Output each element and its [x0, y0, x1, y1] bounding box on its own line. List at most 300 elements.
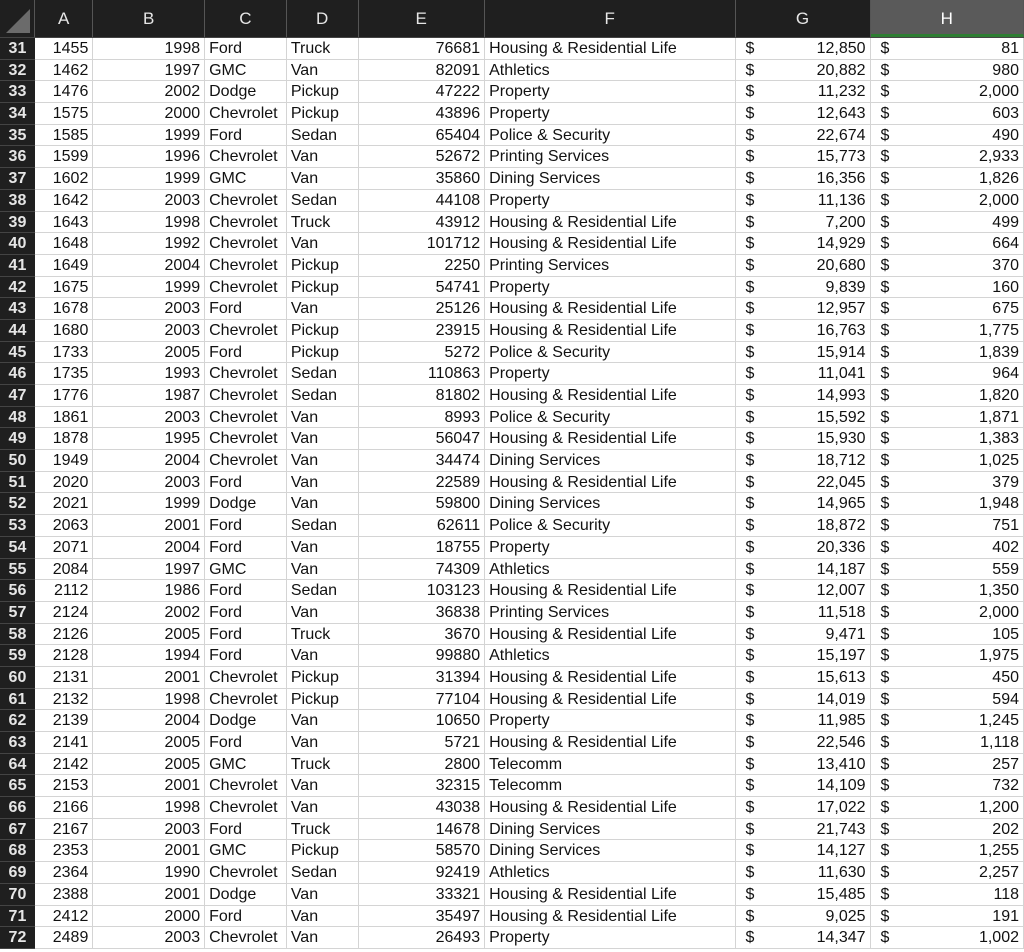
cell-a[interactable]: 2112: [35, 580, 93, 602]
row-header[interactable]: 56: [0, 580, 35, 602]
cell-h[interactable]: [871, 732, 1024, 754]
cell-b[interactable]: 1986: [93, 580, 205, 602]
cell-c[interactable]: Chevrolet: [205, 450, 287, 472]
cell-b[interactable]: 2003: [93, 298, 205, 320]
cell-b[interactable]: 1992: [93, 233, 205, 255]
cell-f[interactable]: Dining Services: [485, 493, 735, 515]
cell-h[interactable]: [871, 537, 1024, 559]
cell-g[interactable]: [736, 862, 871, 884]
cell-h[interactable]: [871, 428, 1024, 450]
cell-e[interactable]: 35860: [359, 168, 485, 190]
cell-g[interactable]: [736, 797, 871, 819]
cell-a[interactable]: 1776: [35, 385, 93, 407]
cell-g[interactable]: [736, 146, 871, 168]
cell-c[interactable]: Ford: [205, 298, 287, 320]
cell-g[interactable]: [736, 927, 871, 949]
cell-a[interactable]: 2412: [35, 906, 93, 928]
cell-f[interactable]: Printing Services: [485, 255, 735, 277]
cell-g[interactable]: [736, 559, 871, 581]
cell-g[interactable]: [736, 819, 871, 841]
cell-g[interactable]: [736, 645, 871, 667]
cell-d[interactable]: Van: [287, 927, 359, 949]
cell-f[interactable]: Housing & Residential Life: [485, 320, 735, 342]
cell-g[interactable]: [736, 298, 871, 320]
cell-b[interactable]: 2003: [93, 927, 205, 949]
column-header-a[interactable]: A: [35, 0, 93, 37]
row-header[interactable]: 61: [0, 689, 35, 711]
cell-c[interactable]: Ford: [205, 819, 287, 841]
cell-c[interactable]: Chevrolet: [205, 775, 287, 797]
cell-g[interactable]: [736, 775, 871, 797]
cell-h[interactable]: [871, 60, 1024, 82]
cell-h[interactable]: [871, 840, 1024, 862]
cell-g[interactable]: [736, 667, 871, 689]
cell-b[interactable]: 2004: [93, 710, 205, 732]
cell-e[interactable]: 56047: [359, 428, 485, 450]
cell-e[interactable]: 43038: [359, 797, 485, 819]
cell-c[interactable]: Chevrolet: [205, 363, 287, 385]
cell-e[interactable]: 43912: [359, 212, 485, 234]
cell-h[interactable]: [871, 602, 1024, 624]
cell-d[interactable]: Sedan: [287, 862, 359, 884]
cell-h[interactable]: [871, 212, 1024, 234]
cell-c[interactable]: GMC: [205, 168, 287, 190]
cell-c[interactable]: Ford: [205, 125, 287, 147]
cell-g[interactable]: [736, 125, 871, 147]
cell-g[interactable]: [736, 60, 871, 82]
cell-b[interactable]: 1993: [93, 363, 205, 385]
cell-c[interactable]: Ford: [205, 732, 287, 754]
cell-e[interactable]: 62611: [359, 515, 485, 537]
cell-c[interactable]: Chevrolet: [205, 146, 287, 168]
cell-d[interactable]: Pickup: [287, 277, 359, 299]
cell-g[interactable]: [736, 493, 871, 515]
cell-f[interactable]: Athletics: [485, 559, 735, 581]
row-header[interactable]: 71: [0, 906, 35, 928]
cell-f[interactable]: Property: [485, 927, 735, 949]
cell-a[interactable]: 1455: [35, 38, 93, 60]
cell-g[interactable]: [736, 407, 871, 429]
row-header[interactable]: 34: [0, 103, 35, 125]
cell-a[interactable]: 1733: [35, 342, 93, 364]
cell-f[interactable]: Property: [485, 363, 735, 385]
cell-c[interactable]: GMC: [205, 60, 287, 82]
cell-b[interactable]: 2002: [93, 602, 205, 624]
cell-e[interactable]: 33321: [359, 884, 485, 906]
cell-b[interactable]: 1998: [93, 689, 205, 711]
cell-e[interactable]: 76681: [359, 38, 485, 60]
cell-e[interactable]: 10650: [359, 710, 485, 732]
cell-h[interactable]: [871, 493, 1024, 515]
cell-f[interactable]: Property: [485, 103, 735, 125]
cell-e[interactable]: 26493: [359, 927, 485, 949]
cell-a[interactable]: 1575: [35, 103, 93, 125]
cell-b[interactable]: 2003: [93, 407, 205, 429]
row-header[interactable]: 50: [0, 450, 35, 472]
cell-f[interactable]: Athletics: [485, 645, 735, 667]
cell-a[interactable]: 1462: [35, 60, 93, 82]
cell-e[interactable]: 65404: [359, 125, 485, 147]
cell-e[interactable]: 22589: [359, 472, 485, 494]
cell-c[interactable]: Dodge: [205, 493, 287, 515]
cell-f[interactable]: Dining Services: [485, 168, 735, 190]
cell-f[interactable]: Dining Services: [485, 819, 735, 841]
cell-b[interactable]: 2002: [93, 81, 205, 103]
cell-g[interactable]: [736, 602, 871, 624]
row-header[interactable]: 32: [0, 60, 35, 82]
cell-g[interactable]: [736, 255, 871, 277]
column-header-g[interactable]: G: [736, 0, 871, 37]
cell-f[interactable]: Dining Services: [485, 450, 735, 472]
cell-d[interactable]: Van: [287, 298, 359, 320]
cell-h[interactable]: [871, 103, 1024, 125]
cell-e[interactable]: 8993: [359, 407, 485, 429]
cell-d[interactable]: Truck: [287, 754, 359, 776]
cell-c[interactable]: Chevrolet: [205, 862, 287, 884]
cell-g[interactable]: [736, 580, 871, 602]
cell-b[interactable]: 1999: [93, 168, 205, 190]
cell-f[interactable]: Telecomm: [485, 754, 735, 776]
cell-d[interactable]: Truck: [287, 212, 359, 234]
cell-e[interactable]: 103123: [359, 580, 485, 602]
cell-c[interactable]: Chevrolet: [205, 212, 287, 234]
column-header-f[interactable]: F: [485, 0, 736, 37]
cell-d[interactable]: Pickup: [287, 667, 359, 689]
cell-b[interactable]: 1999: [93, 277, 205, 299]
cell-a[interactable]: 2126: [35, 624, 93, 646]
cell-h[interactable]: [871, 906, 1024, 928]
cell-b[interactable]: 1998: [93, 797, 205, 819]
cell-e[interactable]: 99880: [359, 645, 485, 667]
cell-e[interactable]: 31394: [359, 667, 485, 689]
cell-g[interactable]: [736, 277, 871, 299]
cell-b[interactable]: 2003: [93, 320, 205, 342]
cell-d[interactable]: Van: [287, 146, 359, 168]
cell-e[interactable]: 52672: [359, 146, 485, 168]
cell-h[interactable]: [871, 927, 1024, 949]
cell-a[interactable]: 2141: [35, 732, 93, 754]
cell-h[interactable]: [871, 819, 1024, 841]
cell-d[interactable]: Sedan: [287, 515, 359, 537]
cell-c[interactable]: Ford: [205, 472, 287, 494]
cell-b[interactable]: 1998: [93, 38, 205, 60]
cell-f[interactable]: Property: [485, 537, 735, 559]
cell-c[interactable]: GMC: [205, 840, 287, 862]
cell-c[interactable]: Chevrolet: [205, 428, 287, 450]
cell-a[interactable]: 2489: [35, 927, 93, 949]
cell-a[interactable]: 2166: [35, 797, 93, 819]
cell-d[interactable]: Van: [287, 559, 359, 581]
cell-f[interactable]: Housing & Residential Life: [485, 884, 735, 906]
cell-c[interactable]: GMC: [205, 559, 287, 581]
cell-b[interactable]: 2001: [93, 840, 205, 862]
cell-g[interactable]: [736, 732, 871, 754]
cell-c[interactable]: Ford: [205, 906, 287, 928]
cell-g[interactable]: [736, 754, 871, 776]
cell-a[interactable]: 1878: [35, 428, 93, 450]
cell-e[interactable]: 43896: [359, 103, 485, 125]
cell-h[interactable]: [871, 146, 1024, 168]
cell-b[interactable]: 2001: [93, 884, 205, 906]
row-header[interactable]: 33: [0, 81, 35, 103]
cell-a[interactable]: 1949: [35, 450, 93, 472]
cell-e[interactable]: 81802: [359, 385, 485, 407]
cell-h[interactable]: [871, 515, 1024, 537]
cell-f[interactable]: Dining Services: [485, 840, 735, 862]
cell-a[interactable]: 1585: [35, 125, 93, 147]
cell-c[interactable]: Chevrolet: [205, 320, 287, 342]
cell-c[interactable]: Ford: [205, 645, 287, 667]
cell-d[interactable]: Pickup: [287, 103, 359, 125]
cell-d[interactable]: Van: [287, 645, 359, 667]
row-header[interactable]: 43: [0, 298, 35, 320]
cell-b[interactable]: 2004: [93, 255, 205, 277]
cell-b[interactable]: 1998: [93, 212, 205, 234]
cell-d[interactable]: Van: [287, 797, 359, 819]
row-header[interactable]: 52: [0, 493, 35, 515]
cell-g[interactable]: [736, 168, 871, 190]
cell-a[interactable]: 1649: [35, 255, 93, 277]
cell-b[interactable]: 2000: [93, 103, 205, 125]
cell-g[interactable]: [736, 320, 871, 342]
cell-c[interactable]: Chevrolet: [205, 233, 287, 255]
cell-g[interactable]: [736, 906, 871, 928]
cell-d[interactable]: Van: [287, 537, 359, 559]
row-header[interactable]: 63: [0, 732, 35, 754]
cell-c[interactable]: Chevrolet: [205, 927, 287, 949]
cell-d[interactable]: Pickup: [287, 689, 359, 711]
cell-g[interactable]: [736, 342, 871, 364]
cell-d[interactable]: Sedan: [287, 363, 359, 385]
row-header[interactable]: 49: [0, 428, 35, 450]
cell-c[interactable]: Chevrolet: [205, 797, 287, 819]
cell-d[interactable]: Van: [287, 710, 359, 732]
cell-h[interactable]: [871, 645, 1024, 667]
cell-h[interactable]: [871, 797, 1024, 819]
column-header-c[interactable]: C: [205, 0, 287, 37]
cell-f[interactable]: Property: [485, 277, 735, 299]
cell-g[interactable]: [736, 472, 871, 494]
cell-b[interactable]: 1997: [93, 559, 205, 581]
cell-f[interactable]: Athletics: [485, 60, 735, 82]
cell-f[interactable]: Property: [485, 710, 735, 732]
cell-c[interactable]: Chevrolet: [205, 689, 287, 711]
cell-e[interactable]: 3670: [359, 624, 485, 646]
cell-d[interactable]: Truck: [287, 624, 359, 646]
cell-g[interactable]: [736, 212, 871, 234]
cell-b[interactable]: 2001: [93, 515, 205, 537]
cell-h[interactable]: [871, 407, 1024, 429]
cell-e[interactable]: 92419: [359, 862, 485, 884]
row-header[interactable]: 54: [0, 537, 35, 559]
cell-g[interactable]: [736, 624, 871, 646]
cell-d[interactable]: Van: [287, 233, 359, 255]
cell-c[interactable]: Chevrolet: [205, 255, 287, 277]
cell-a[interactable]: 1642: [35, 190, 93, 212]
cell-d[interactable]: Sedan: [287, 580, 359, 602]
row-header[interactable]: 41: [0, 255, 35, 277]
cell-b[interactable]: 2000: [93, 906, 205, 928]
cell-d[interactable]: Sedan: [287, 190, 359, 212]
cell-g[interactable]: [736, 840, 871, 862]
cell-c[interactable]: Dodge: [205, 884, 287, 906]
cell-h[interactable]: [871, 862, 1024, 884]
cell-g[interactable]: [736, 385, 871, 407]
row-header[interactable]: 46: [0, 363, 35, 385]
cell-e[interactable]: 5721: [359, 732, 485, 754]
cell-g[interactable]: [736, 515, 871, 537]
cell-a[interactable]: 2167: [35, 819, 93, 841]
row-header[interactable]: 44: [0, 320, 35, 342]
cell-b[interactable]: 2003: [93, 819, 205, 841]
cell-b[interactable]: 1990: [93, 862, 205, 884]
cell-e[interactable]: 101712: [359, 233, 485, 255]
cell-d[interactable]: Truck: [287, 819, 359, 841]
cell-b[interactable]: 2001: [93, 667, 205, 689]
cell-e[interactable]: 14678: [359, 819, 485, 841]
cell-e[interactable]: 36838: [359, 602, 485, 624]
cell-f[interactable]: Housing & Residential Life: [485, 667, 735, 689]
cell-f[interactable]: Police & Security: [485, 125, 735, 147]
cell-d[interactable]: Van: [287, 884, 359, 906]
cell-e[interactable]: 18755: [359, 537, 485, 559]
cell-f[interactable]: Housing & Residential Life: [485, 580, 735, 602]
cell-h[interactable]: [871, 320, 1024, 342]
cell-a[interactable]: 1602: [35, 168, 93, 190]
cell-d[interactable]: Sedan: [287, 125, 359, 147]
cell-a[interactable]: 1735: [35, 363, 93, 385]
row-header[interactable]: 40: [0, 233, 35, 255]
cell-d[interactable]: Sedan: [287, 385, 359, 407]
cell-a[interactable]: 1678: [35, 298, 93, 320]
cell-b[interactable]: 2005: [93, 732, 205, 754]
cell-h[interactable]: [871, 298, 1024, 320]
cell-a[interactable]: 1648: [35, 233, 93, 255]
cell-e[interactable]: 23915: [359, 320, 485, 342]
cell-g[interactable]: [736, 233, 871, 255]
cell-d[interactable]: Van: [287, 407, 359, 429]
cell-g[interactable]: [736, 710, 871, 732]
cell-a[interactable]: 2139: [35, 710, 93, 732]
cell-e[interactable]: 74309: [359, 559, 485, 581]
column-header-h[interactable]: H: [871, 0, 1024, 37]
cell-h[interactable]: [871, 233, 1024, 255]
cell-d[interactable]: Van: [287, 775, 359, 797]
cell-c[interactable]: Dodge: [205, 710, 287, 732]
cell-h[interactable]: [871, 190, 1024, 212]
cell-a[interactable]: 1476: [35, 81, 93, 103]
cell-a[interactable]: 1643: [35, 212, 93, 234]
cell-g[interactable]: [736, 884, 871, 906]
cell-b[interactable]: 2005: [93, 624, 205, 646]
cell-b[interactable]: 2003: [93, 472, 205, 494]
row-header[interactable]: 39: [0, 212, 35, 234]
cell-h[interactable]: [871, 168, 1024, 190]
cell-e[interactable]: 2800: [359, 754, 485, 776]
cell-b[interactable]: 2004: [93, 537, 205, 559]
cell-d[interactable]: Van: [287, 168, 359, 190]
cell-g[interactable]: [736, 81, 871, 103]
column-header-b[interactable]: B: [93, 0, 205, 37]
row-header[interactable]: 72: [0, 927, 35, 949]
cell-c[interactable]: Ford: [205, 342, 287, 364]
cell-c[interactable]: Chevrolet: [205, 407, 287, 429]
cell-h[interactable]: [871, 363, 1024, 385]
cell-g[interactable]: [736, 537, 871, 559]
cell-a[interactable]: 2131: [35, 667, 93, 689]
cell-d[interactable]: Pickup: [287, 342, 359, 364]
cell-e[interactable]: 5272: [359, 342, 485, 364]
cell-f[interactable]: Printing Services: [485, 146, 735, 168]
column-header-e[interactable]: E: [359, 0, 485, 37]
cell-g[interactable]: [736, 428, 871, 450]
cell-d[interactable]: Pickup: [287, 81, 359, 103]
cell-h[interactable]: [871, 754, 1024, 776]
row-header[interactable]: 48: [0, 407, 35, 429]
cell-a[interactable]: 1675: [35, 277, 93, 299]
cell-g[interactable]: [736, 38, 871, 60]
cell-c[interactable]: Ford: [205, 580, 287, 602]
cell-h[interactable]: [871, 38, 1024, 60]
cell-a[interactable]: 2142: [35, 754, 93, 776]
cell-h[interactable]: [871, 624, 1024, 646]
cell-h[interactable]: [871, 559, 1024, 581]
cell-d[interactable]: Van: [287, 450, 359, 472]
cell-f[interactable]: Housing & Residential Life: [485, 906, 735, 928]
cell-f[interactable]: Athletics: [485, 862, 735, 884]
cell-d[interactable]: Van: [287, 602, 359, 624]
row-header[interactable]: 51: [0, 472, 35, 494]
cell-e[interactable]: 32315: [359, 775, 485, 797]
cell-b[interactable]: 1999: [93, 125, 205, 147]
cell-e[interactable]: 77104: [359, 689, 485, 711]
cell-e[interactable]: 47222: [359, 81, 485, 103]
cell-e[interactable]: 54741: [359, 277, 485, 299]
row-header[interactable]: 64: [0, 754, 35, 776]
cell-c[interactable]: GMC: [205, 754, 287, 776]
cell-c[interactable]: Ford: [205, 515, 287, 537]
cell-d[interactable]: Van: [287, 732, 359, 754]
cell-e[interactable]: 34474: [359, 450, 485, 472]
cell-b[interactable]: 2004: [93, 450, 205, 472]
cell-e[interactable]: 110863: [359, 363, 485, 385]
cell-g[interactable]: [736, 103, 871, 125]
cell-f[interactable]: Police & Security: [485, 407, 735, 429]
cell-a[interactable]: 2021: [35, 493, 93, 515]
cell-d[interactable]: Truck: [287, 38, 359, 60]
cell-a[interactable]: 2364: [35, 862, 93, 884]
row-header[interactable]: 53: [0, 515, 35, 537]
cell-f[interactable]: Housing & Residential Life: [485, 797, 735, 819]
cell-a[interactable]: 2128: [35, 645, 93, 667]
cell-a[interactable]: 2353: [35, 840, 93, 862]
row-header[interactable]: 69: [0, 862, 35, 884]
cell-c[interactable]: Ford: [205, 602, 287, 624]
cell-a[interactable]: 2020: [35, 472, 93, 494]
cell-b[interactable]: 2001: [93, 775, 205, 797]
cell-f[interactable]: Housing & Residential Life: [485, 428, 735, 450]
cell-h[interactable]: [871, 884, 1024, 906]
cell-b[interactable]: 1995: [93, 428, 205, 450]
row-header[interactable]: 36: [0, 146, 35, 168]
cell-d[interactable]: Van: [287, 472, 359, 494]
cell-h[interactable]: [871, 342, 1024, 364]
cell-d[interactable]: Van: [287, 428, 359, 450]
cell-h[interactable]: [871, 81, 1024, 103]
cell-g[interactable]: [736, 450, 871, 472]
cell-h[interactable]: [871, 775, 1024, 797]
cell-c[interactable]: Ford: [205, 38, 287, 60]
